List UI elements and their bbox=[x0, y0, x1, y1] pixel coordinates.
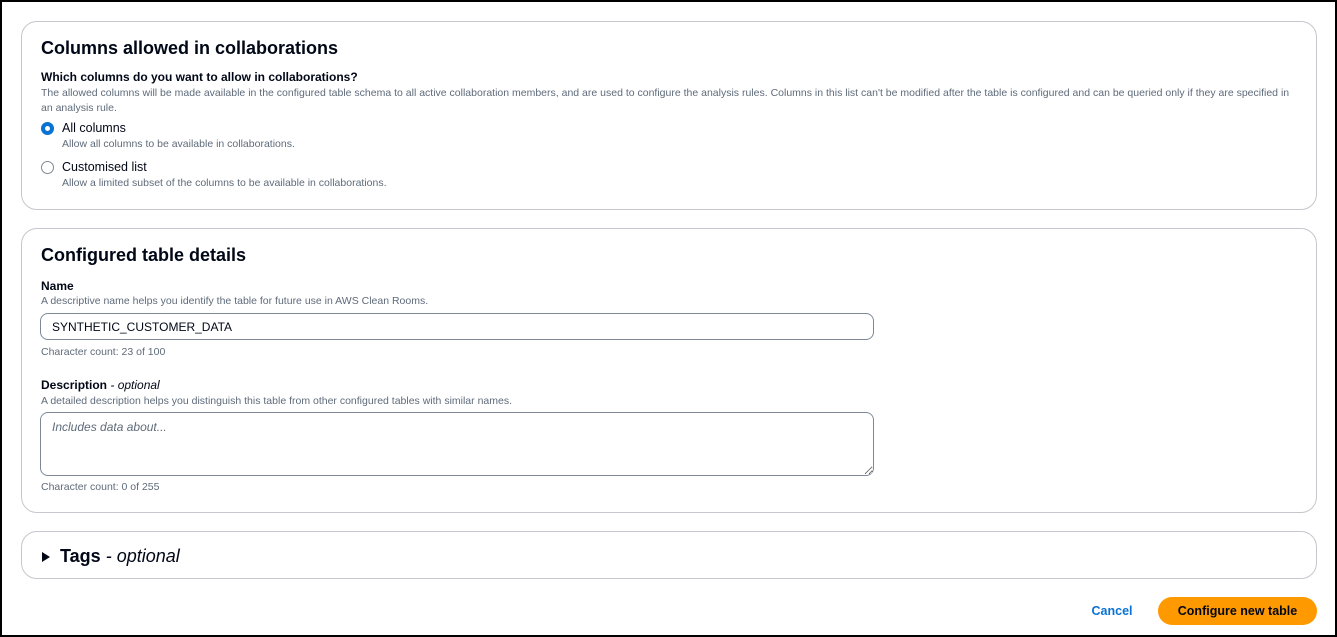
tags-card bbox=[21, 531, 1317, 579]
description-help: A detailed description helps you distinguish this table from other configured tables with similar names. bbox=[41, 395, 512, 407]
name-description: A descriptive name helps you identify the table for future use in AWS Clean Rooms. bbox=[41, 295, 429, 307]
description-label bbox=[41, 378, 160, 392]
columns-section-title: Columns allowed in collaborations bbox=[41, 38, 339, 58]
name-input[interactable] bbox=[40, 313, 874, 340]
description-char-count: Character count: 0 of 255 bbox=[41, 481, 160, 493]
columns-question-label: Which columns do you want to allow in collaborations? bbox=[41, 70, 358, 84]
all-columns-label[interactable]: All columns bbox=[62, 121, 126, 135]
description-optional-text: - optional bbox=[110, 378, 160, 392]
columns-allowed-card bbox=[21, 21, 1317, 210]
details-section-title: Configured table details bbox=[41, 245, 247, 265]
caret-right-icon bbox=[42, 552, 50, 562]
tags-title-text: Tags bbox=[60, 546, 101, 566]
configured-table-details-card bbox=[21, 228, 1317, 513]
cancel-button[interactable]: Cancel bbox=[1083, 599, 1141, 623]
tags-expand-toggle[interactable] bbox=[42, 546, 180, 567]
name-char-count: Character count: 23 of 100 bbox=[41, 346, 166, 358]
customised-list-description: Allow a limited subset of the columns to be available in collaborations. bbox=[62, 177, 387, 189]
description-label-text: Description bbox=[41, 378, 108, 392]
tags-title bbox=[60, 546, 180, 567]
description-textarea[interactable] bbox=[40, 412, 874, 476]
all-columns-radio[interactable] bbox=[41, 122, 54, 135]
name-label: Name bbox=[41, 279, 74, 293]
all-columns-description: Allow all columns to be available in collaborations. bbox=[62, 138, 295, 150]
customised-list-radio[interactable] bbox=[41, 161, 54, 174]
configure-new-table-button[interactable]: Configure new table bbox=[1158, 597, 1317, 625]
customised-list-label[interactable]: Customised list bbox=[62, 160, 147, 174]
columns-description: The allowed columns will be made available in the configured table schema to all active collaboration members, and are used to configure the analysis rules. Columns in this list can't be modified after the table is configured and can be queried only if they are specified in an analysis rule. bbox=[41, 87, 1290, 114]
tags-optional-text: - optional bbox=[105, 546, 180, 566]
